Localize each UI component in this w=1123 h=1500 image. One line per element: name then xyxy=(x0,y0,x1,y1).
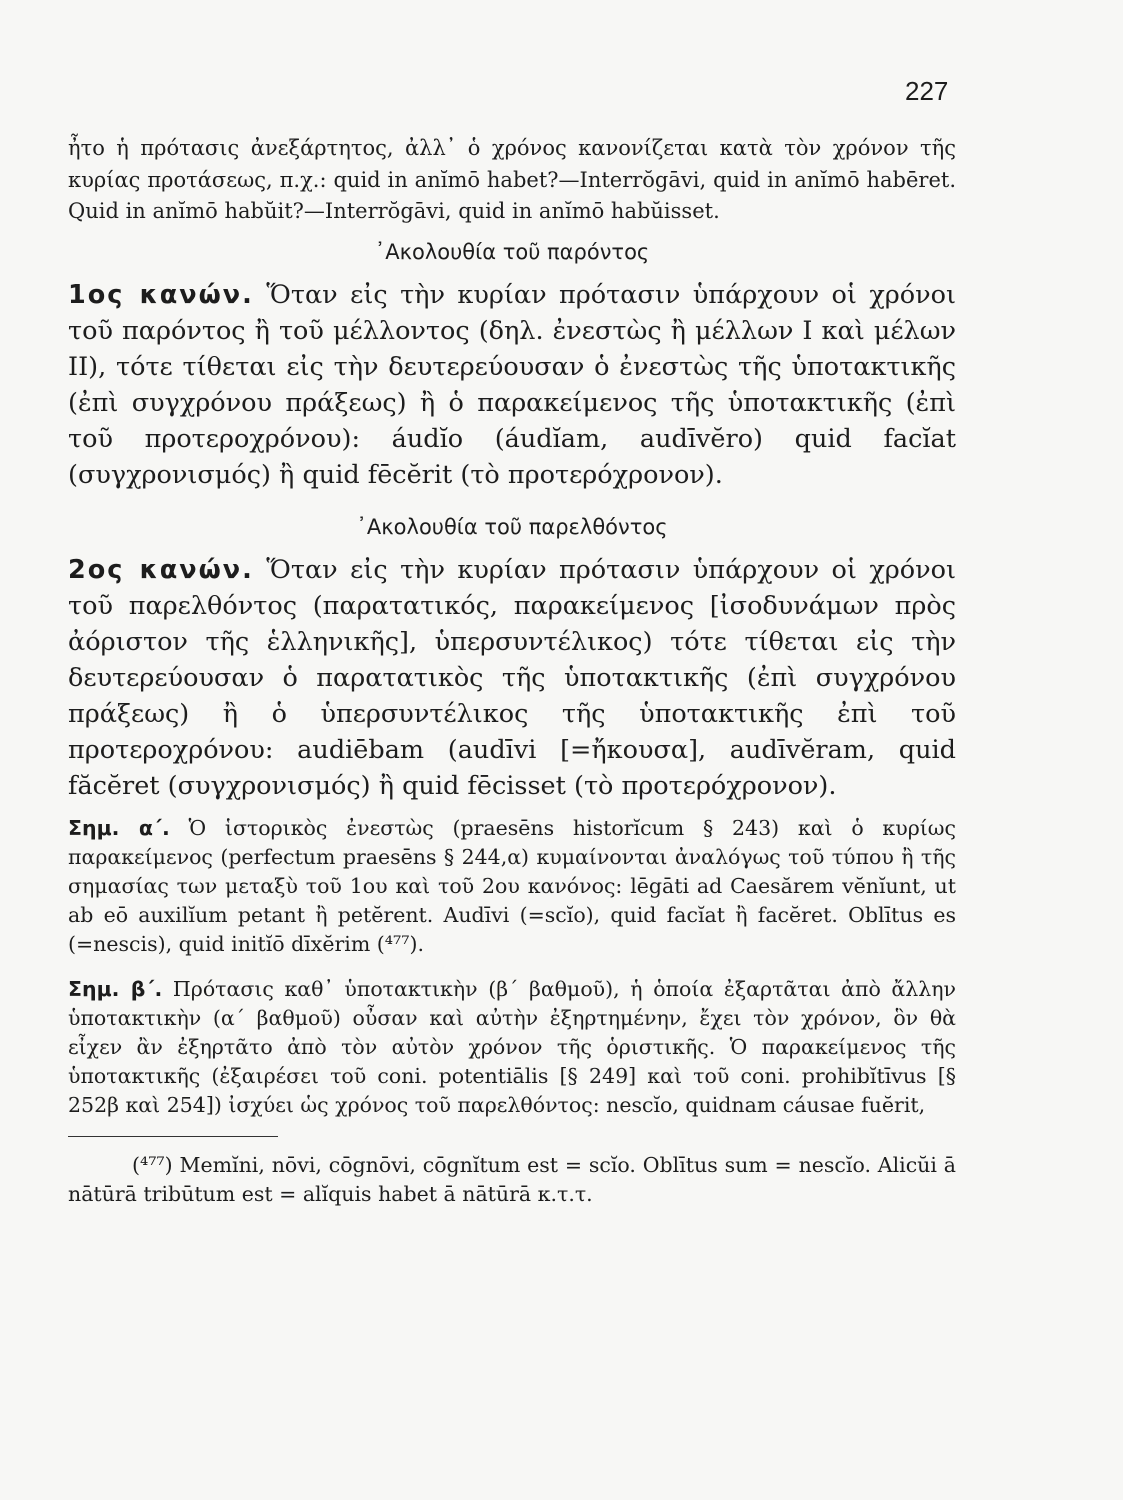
note-alpha-paragraph xyxy=(68,814,956,959)
footnote-477: (⁴⁷⁷) Memĭni, nōvi, cōgnōvi, cōgnĭtum est = scĭo. Oblītus sum = nescĭo. Alicŭi ā nātūrā tribūtum est = alĭquis habet ā nātūrā κ.τ.τ. xyxy=(68,1152,956,1206)
section-heading-present: ᾿Ακολουθία τοῦ παρόντος xyxy=(374,239,650,264)
rule-2-label: 2ος κανών. xyxy=(68,554,254,585)
note-beta xyxy=(68,975,956,1120)
rule-2-paragraph xyxy=(68,552,956,804)
note-beta-paragraph xyxy=(68,975,956,1120)
text-column xyxy=(68,133,956,1209)
note-alpha xyxy=(68,814,956,959)
note-alpha-label: Σημ. α΄. xyxy=(68,815,170,840)
page-number: 227 xyxy=(905,76,949,106)
note-alpha-text: Ὁ ἱστορικὸς ἐνεστὼς (praesēns historĭcum § 243) καὶ ὁ κυρίως παρακείμενος (perfectum praesēns § 244,α) κυμαίνονται ἀναλόγως τοῦ τύπου ἢ τῆς σημασίας των μεταξὺ τοῦ 1ου καὶ τοῦ 2ου κανόνος: lēgāti ad Caesărem vĕnĭunt, ut ab eō auxilĭum petant ἢ petĕrent. Audīvi (=scĭo), quid facĭat ἢ facĕret. Oblītus es (=nescis), quid initĭō dīxĕrim (⁴⁷⁷). xyxy=(68,815,956,956)
rule-2-text: Ὅταν εἰς τὴν κυρίαν πρότασιν ὑπάρχουν οἱ χρόνοι τοῦ παρελθόντος (παρατατικός, παρακείμενος [ἰσοδυνάμων πρὸς ἀόριστον τῆς ἑλληνικῆς], ὑπερσυντέλικος) τότε τίθεται εἰς τὴν δευτερεύουσαν ὁ παρατατικὸς τῆς ὑποτακτικῆς (ἐπὶ συγχρόνου πράξεως) ἢ ὁ ὑπερσυντέλικος τῆς ὑποτακτικῆς ἐπὶ τοῦ προτεροχρόνου: audiēbam (audīvi [=ἤκουσα], audīvĕram, quid făcĕret (συγχρονισμός) ἢ quid fēcisset (τὸ προτερόχρονον). xyxy=(68,554,956,801)
section-heading-past: ᾿Ακολουθία τοῦ παρελθόντος xyxy=(356,514,668,539)
note-beta-text: Πρότασις καθ᾽ ὑποτακτικὴν (β΄ βαθμοῦ), ἡ ὁποία ἐξαρτᾶται ἀπὸ ἄλλην ὑποτακτικὴν (α΄ βαθμοῦ) οὖσαν καὶ αὐτὴν ἐξηρτημένην, ἔχει τὸν χρόνον, ὃν θὰ εἶχεν ἂν ἐξηρτᾶτο ἀπὸ τὸν αὐτὸν χρόνον τῆς ὁριστικῆς. Ὁ παρακείμενος τῆς ὑποτακτικῆς (ἐξαιρέσει τοῦ coni. potentiālis [§ 249] καὶ τοῦ coni. prohibĭtīvus [§ 252β καὶ 254]) ἰσχύει ὡς χρόνος τοῦ παρελθόντος: nescĭo, quidnam cáusae fuĕrit, xyxy=(68,976,956,1117)
footnote-divider xyxy=(68,1136,278,1137)
rule-1-block xyxy=(68,277,956,493)
rule-1-paragraph xyxy=(68,277,956,493)
intro-block xyxy=(68,133,956,228)
footnote-block xyxy=(68,1151,956,1209)
intro-paragraph: ἦτο ἡ πρότασις ἀνεξάρτητος, ἀλλ᾽ ὁ χρόνος κανονίζεται κατὰ τὸν χρόνον τῆς κυρίας προτάσεως, π.χ.: quid in anĭmō habet?—Interrŏgāvi, quid in anĭmō habēret. Quid in anĭmō habŭit?—Interrŏgāvi, quid in anĭmō habŭisset. xyxy=(68,136,956,223)
rule-1-text: Ὅταν εἰς τὴν κυρίαν πρότασιν ὑπάρχουν οἱ χρόνοι τοῦ παρόντος ἢ τοῦ μέλλοντος (δηλ. ἐνεστὼς ἢ μέλλων I καὶ μέλων II), τότε τίθεται εἰς τὴν δευτερεύουσαν ὁ ἐνεστὼς τῆς ὑποτακτικῆς (ἐπὶ συγχρόνου πράξεως) ἢ ὁ παρακείμενος τῆς ὑποτακτικῆς (ἐπὶ τοῦ προτεροχρόνου): áudĭo (áudĭam, audīvĕro) quid facĭat (συγχρονισμός) ἢ quid fēcĕrit (τὸ προτερόχρονον). xyxy=(68,279,956,490)
rule-1-label: 1ος κανών. xyxy=(68,279,254,310)
note-beta-label: Σημ. β΄. xyxy=(68,976,163,1001)
notes-block xyxy=(68,814,956,1120)
rule-2-block xyxy=(68,552,956,804)
